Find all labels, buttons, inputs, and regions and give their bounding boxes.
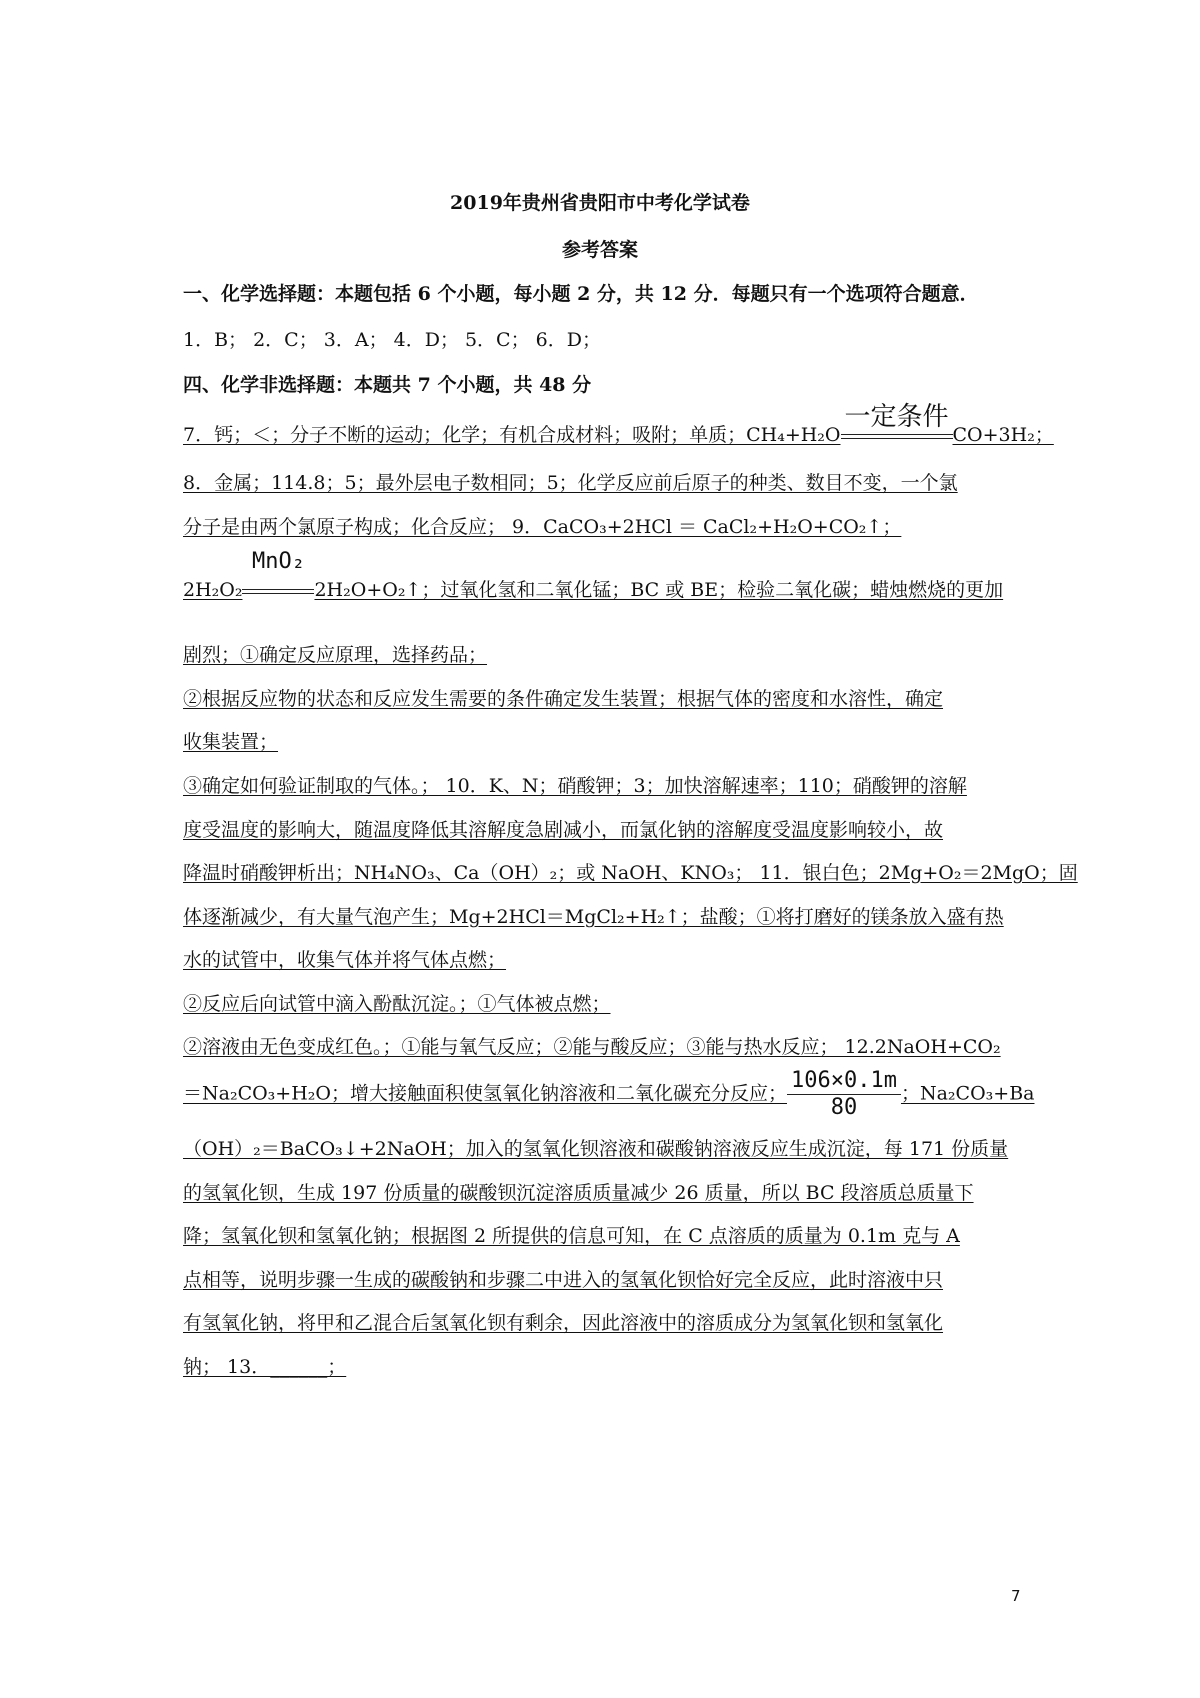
q8-line1: 8．金属；114.8；5；最外层电子数相同；5；化学反应前后原子的种类、数目不变，一个氯 bbox=[183, 472, 958, 494]
q13-line: 钠； 13．______； bbox=[183, 1356, 347, 1378]
q8-line2: 分子是由两个氯原子构成；化合反应； 9．CaCO₃+2HCl ＝ CaCl₂+H₂O+CO₂↑； bbox=[183, 516, 902, 538]
q9-catalyst: MnO₂ bbox=[251, 549, 305, 574]
q9-catalyst-arrow bbox=[242, 549, 314, 601]
q9-text-a: 2H₂O₂ bbox=[183, 579, 243, 601]
page-number: 7 bbox=[1011, 1587, 1021, 1605]
section1-answers: 1．B； 2．C； 3．A； 4．D； 5．C； 6．D； bbox=[183, 329, 601, 351]
q12-line5: 点相等，说明步骤一生成的碳酸钠和步骤二中进入的氢氧化钡恰好完全反应，此时溶液中只 bbox=[183, 1269, 944, 1291]
section1-heading: 一、化学选择题：本题包括 6 个小题，每小题 2 分，共 12 分．每题只有一个选项符合题意． bbox=[183, 283, 979, 305]
q7-text-b: CO+3H₂； bbox=[952, 424, 1054, 446]
page-title: 2019年贵州省贵阳市中考化学试卷 bbox=[450, 192, 750, 214]
q12-line1 bbox=[183, 1068, 1035, 1121]
q12-text-a: ＝Na₂CO₃+H₂O；增大接触面积使氢氧化钠溶液和二氧化碳充分反应； bbox=[183, 1082, 787, 1105]
q11-line3: ②反应后向试管中滴入酚酞沉淀。；①气体被点燃； bbox=[183, 993, 611, 1015]
section2-heading: 四、化学非选择题：本题共 7 个小题，共 48 分 bbox=[183, 374, 592, 396]
q7-line bbox=[183, 402, 1054, 447]
q9-text-b: 2H₂O+O₂↑；过氧化氢和二氧化锰；BC 或 BE；检验二氧化碳；蜡烛燃烧的更加 bbox=[314, 579, 1004, 601]
q7-text-a: 7．钙；＜；分子不断的运动；化学；有机合成材料；吸附；单质；CH₄+H₂O bbox=[183, 424, 841, 446]
q7-condition-arrow bbox=[841, 402, 953, 446]
q12-line4: 降；氢氧化钡和氢氧化钠；根据图 2 所提供的信息可知，在 C 点溶质的质量为 0.1m 克与 A bbox=[183, 1225, 960, 1247]
q10-line3: 降温时硝酸钾析出；NH₄NO₃、Ca（OH）₂；或 NaOH、KNO₃； 11．银白色；2Mg+O₂＝2MgO；固 bbox=[183, 862, 1078, 884]
q12-text-b: ；Na₂CO₃+Ba bbox=[900, 1082, 1035, 1105]
q7-condition: 一定条件 bbox=[844, 402, 949, 432]
q9-line4: 收集装置； bbox=[183, 731, 279, 753]
q10-line1: ③确定如何验证制取的气体。； 10．K、N；硝酸钾；3；加快溶解速率；110；硝酸钾的溶解 bbox=[183, 775, 967, 797]
q12-line2: （OH）₂＝BaCO₃↓+2NaOH；加入的氢氧化钡溶液和碳酸钠溶液反应生成沉淀，每 171 份质量 bbox=[183, 1138, 1009, 1160]
q12-line6: 有氢氧化钠，将甲和乙混合后氢氧化钡有剩余，因此溶液中的溶质成分为氢氧化钡和氢氧化 bbox=[183, 1312, 944, 1334]
q11-line2: 水的试管中，收集气体并将气体点燃； bbox=[183, 949, 507, 971]
q12-fraction-numerator: 106×0.1m bbox=[787, 1068, 901, 1095]
q9-line1 bbox=[183, 549, 1028, 602]
q11-line1: 体逐渐减少，有大量气泡产生；Mg+2HCl＝MgCl₂+H₂↑；盐酸；①将打磨好的镁条放入盛有热 bbox=[183, 906, 1004, 928]
q12-fraction-denominator: 80 bbox=[830, 1095, 858, 1120]
q9-line2: 剧烈；①确定反应原理，选择药品； bbox=[183, 644, 488, 666]
q12-fraction bbox=[787, 1068, 901, 1121]
q12-line3: 的氢氧化钡，生成 197 份质量的碳酸钡沉淀溶质质量减少 26 质量，所以 BC 段溶质总质量下 bbox=[183, 1182, 974, 1204]
q10-line2: 度受温度的影响大，随温度降低其溶解度急剧减小，而氯化钠的溶解度受温度影响较小，故 bbox=[183, 819, 944, 841]
page-subtitle: 参考答案 bbox=[561, 239, 638, 261]
q11-line4: ②溶液由无色变成红色。；①能与氧气反应；②能与酸反应；③能与热水反应； 12.2NaOH+CO₂ bbox=[183, 1036, 1001, 1058]
q9-line3: ②根据反应物的状态和反应发生需要的条件确定发生装置；根据气体的密度和水溶性，确定 bbox=[183, 688, 944, 710]
